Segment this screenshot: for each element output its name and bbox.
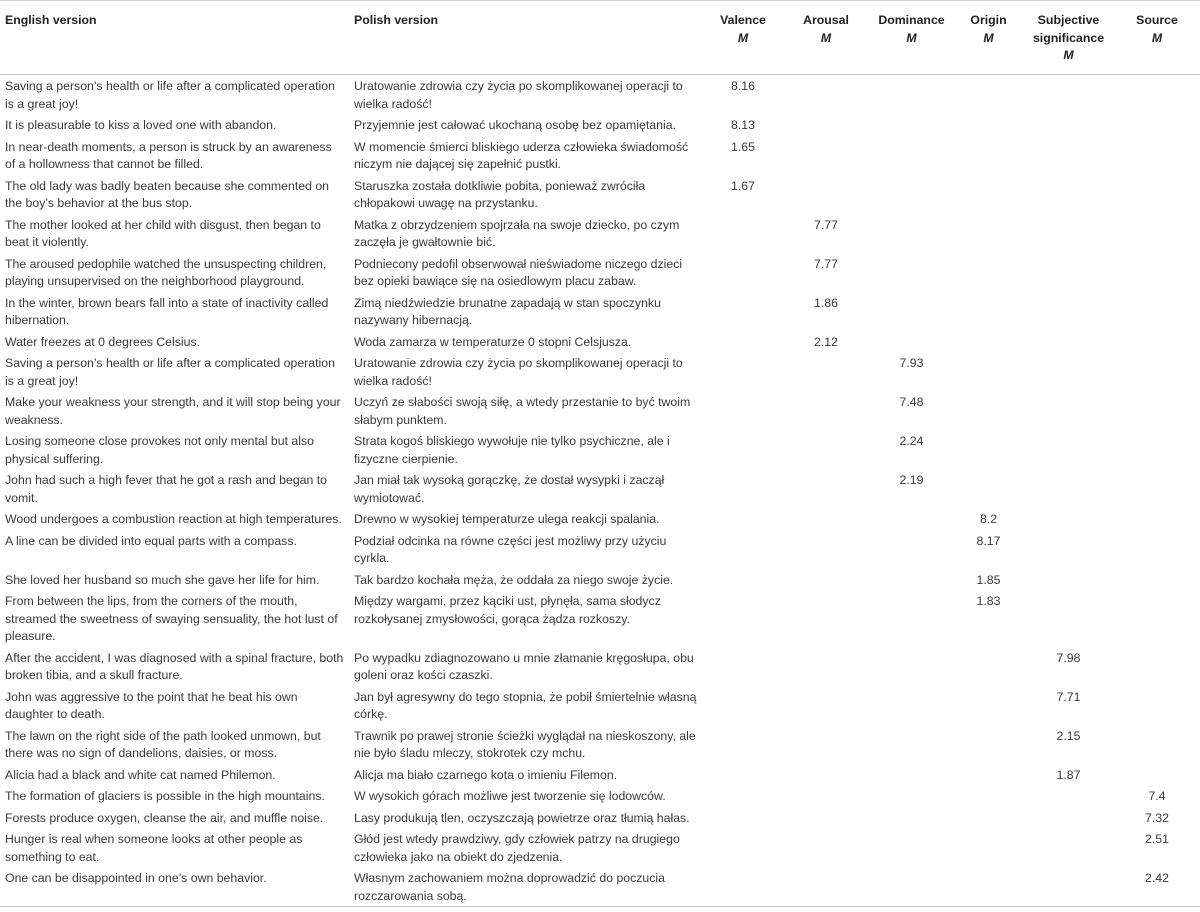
cell-source xyxy=(1114,764,1200,786)
cell-origin xyxy=(954,75,1023,115)
cell-english: She loved her husband so much she gave her life for him. xyxy=(5,572,320,587)
cell-valence xyxy=(703,530,783,569)
cell-english: John had such a high fever that he got a rash and began to vomit. xyxy=(5,473,328,505)
cell-origin xyxy=(954,391,1023,430)
table-row xyxy=(0,508,1200,530)
cell-dominance: 2.24 xyxy=(899,434,924,448)
cell-valence xyxy=(703,569,783,591)
cell-subjective-significance: 7.98 xyxy=(1056,650,1081,665)
cell-valence xyxy=(703,764,783,786)
table-row xyxy=(0,725,1200,764)
cell-english: Losing someone close provokes not only mental but also physical suffering. xyxy=(5,434,314,466)
cell-valence xyxy=(703,590,783,647)
cell-english: Water freezes at 0 degrees Celsius. xyxy=(5,334,201,349)
cell-source xyxy=(1114,352,1200,391)
cell-english: Hunger is real when someone looks at other people as something to eat. xyxy=(5,832,303,864)
cell-subjective-significance xyxy=(1023,292,1114,331)
cell-source xyxy=(1114,292,1200,331)
cell-valence: 1.65 xyxy=(731,139,755,154)
cell-arousal xyxy=(783,508,869,530)
header-dominance xyxy=(869,1,954,75)
cell-subjective-significance xyxy=(1023,331,1114,353)
cell-subjective-significance: 7.71 xyxy=(1056,689,1081,704)
cell-dominance xyxy=(869,828,954,867)
cell-english: Wood undergoes a combustion reaction at high temperatures. xyxy=(5,512,342,526)
header-polish-label: Polish version xyxy=(354,13,439,27)
cell-source xyxy=(1114,253,1200,292)
cell-origin xyxy=(954,469,1023,508)
table-row xyxy=(0,590,1200,647)
cell-arousal xyxy=(783,352,869,391)
cell-source: 2.42 xyxy=(1114,867,1200,907)
cell-english: In near-death moments, a person is struck by an awareness of a hollowness that cannot be filled. xyxy=(5,139,332,171)
cell-valence xyxy=(703,253,783,292)
table-row xyxy=(0,647,1200,686)
header-subjective-significance xyxy=(1023,1,1114,75)
cell-subjective-significance: 1.87 xyxy=(1056,767,1081,782)
cell-source xyxy=(1114,725,1200,764)
cell-origin xyxy=(954,785,1023,807)
cell-arousal xyxy=(783,430,869,469)
table-row xyxy=(0,430,1200,469)
cell-origin xyxy=(954,828,1023,867)
cell-origin xyxy=(954,352,1023,391)
cell-origin xyxy=(954,253,1023,292)
cell-origin xyxy=(954,430,1023,469)
cell-dominance xyxy=(869,764,954,786)
table-row xyxy=(0,391,1200,430)
cell-origin xyxy=(954,214,1023,253)
cell-valence xyxy=(703,331,783,353)
cell-arousal xyxy=(783,828,869,867)
cell-subjective-significance xyxy=(1023,430,1114,469)
cell-english: One can be disappointed in one’s own behavior. xyxy=(0,867,349,907)
cell-subjective-significance xyxy=(1023,136,1114,175)
cell-source: 2.51 xyxy=(1145,832,1169,846)
table-body xyxy=(0,75,1200,907)
cell-valence xyxy=(703,785,783,807)
cell-polish: Alicja ma biało czarnego kota o imieniu Filemon. xyxy=(354,767,618,782)
cell-subjective-significance: 2.15 xyxy=(1056,728,1081,743)
table-row xyxy=(0,867,1200,907)
cell-source xyxy=(1114,430,1200,469)
cell-polish: Między wargami, przez kąciki ust, płynęła, sama słodycz rozkołysanej zmysłowości, gorąca żądza rozkoszy. xyxy=(354,594,661,626)
cell-valence xyxy=(703,430,783,469)
cell-polish: Tak bardzo kochała męża, że oddała za niego swoje życie. xyxy=(354,572,674,587)
table-row xyxy=(0,569,1200,591)
header-english xyxy=(0,1,349,75)
cell-valence xyxy=(703,391,783,430)
cell-origin xyxy=(954,331,1023,353)
cell-arousal xyxy=(783,590,869,647)
cell-dominance xyxy=(869,530,954,569)
cell-polish: Uratowanie zdrowia czy życia po skomplikowanej operacji to wielka radość! xyxy=(354,79,683,111)
cell-polish: Jan miał tak wysoką gorączkę, że dostał wysypki i zaczął wymiotować. xyxy=(354,473,665,505)
cell-polish: Przyjemnie jest całować ukochaną osobę bez opamiętania. xyxy=(354,118,676,132)
header-origin-mean: M xyxy=(983,30,994,45)
cell-source xyxy=(1114,530,1200,569)
cell-subjective-significance xyxy=(1023,175,1114,214)
cell-subjective-significance xyxy=(1023,867,1114,907)
cell-source: 7.4 xyxy=(1148,789,1166,803)
cell-arousal xyxy=(783,75,869,115)
cell-subjective-significance xyxy=(1023,75,1114,115)
cell-arousal xyxy=(783,867,869,907)
cell-origin xyxy=(954,686,1023,725)
cell-origin xyxy=(954,807,1023,829)
cell-english: It is pleasurable to kiss a loved one with abandon. xyxy=(5,118,277,132)
cell-origin xyxy=(954,292,1023,331)
cell-arousal xyxy=(783,469,869,508)
header-subjective-label: Subjective significance xyxy=(1032,13,1105,45)
header-subjective-mean: M xyxy=(1063,48,1074,62)
cell-english: From between the lips, from the corners of the mouth, streamed the sweetness of swaying sensuality, the hot lust of pleasure. xyxy=(5,594,338,643)
cell-dominance xyxy=(869,590,954,647)
cell-polish: W momencie śmierci bliskiego uderza człowieka świadomość niczym nie dającej się zapełnić pustki. xyxy=(354,139,689,171)
cell-arousal xyxy=(783,647,869,686)
cell-subjective-significance xyxy=(1023,569,1114,591)
table-row xyxy=(0,807,1200,829)
cell-english: After the accident, I was diagnosed with a spinal fracture, both broken tibia, and a skull fracture. xyxy=(5,650,344,682)
cell-dominance xyxy=(869,214,954,253)
cell-source xyxy=(1114,114,1200,136)
cell-dominance xyxy=(869,867,954,907)
cell-subjective-significance xyxy=(1023,469,1114,508)
cell-arousal xyxy=(783,807,869,829)
cell-origin xyxy=(954,175,1023,214)
header-origin-label: Origin xyxy=(970,13,1007,27)
cell-polish: Własnym zachowaniem można doprowadzić do poczucia rozczarowania sobą. xyxy=(349,867,703,907)
header-valence xyxy=(703,1,783,75)
table-row xyxy=(0,352,1200,391)
table-row xyxy=(0,828,1200,867)
cell-subjective-significance xyxy=(1023,785,1114,807)
table-row xyxy=(0,175,1200,214)
cell-english: The aroused pedophile watched the unsuspecting children, playing unsupervised on the neighborhood playground. xyxy=(5,256,327,288)
table-row xyxy=(0,686,1200,725)
cell-english: Saving a person’s health or life after a complicated operation is a great joy! xyxy=(5,79,335,111)
cell-source xyxy=(1114,508,1200,530)
table-row xyxy=(0,75,1200,115)
cell-source xyxy=(1114,686,1200,725)
cell-polish: Drewno w wysokiej temperaturze ulega reakcji spalania. xyxy=(354,512,660,526)
table-row xyxy=(0,530,1200,569)
header-arousal xyxy=(783,1,869,75)
cell-subjective-significance xyxy=(1023,352,1114,391)
table-row xyxy=(0,114,1200,136)
cell-polish: Uratowanie zdrowia czy życia po skomplikowanej operacji to wielka radość! xyxy=(354,356,683,388)
header-valence-mean: M xyxy=(737,30,749,45)
cell-dominance xyxy=(869,785,954,807)
cell-arousal: 2.12 xyxy=(814,334,838,349)
cell-polish: Strata kogoś bliskiego wywołuje nie tylko psychiczne, ale i fizyczne cierpienie. xyxy=(354,434,670,466)
header-source-label: Source xyxy=(1136,13,1178,27)
cell-english: A line can be divided into equal parts with a compass. xyxy=(5,533,297,548)
cell-dominance xyxy=(869,114,954,136)
cell-subjective-significance xyxy=(1023,508,1114,530)
header-polish xyxy=(349,1,703,75)
cell-dominance: 7.48 xyxy=(899,395,924,409)
cell-english: The old lady was badly beaten because she commented on the boy’s behavior at the bus stop. xyxy=(5,178,330,210)
header-valence-label: Valence xyxy=(720,13,766,27)
cell-source xyxy=(1114,569,1200,591)
header-english-label: English version xyxy=(5,13,97,27)
cell-dominance xyxy=(869,807,954,829)
cell-polish: Uczyń ze słabości swoją siłę, a wtedy przestanie to być twoim słabym punktem. xyxy=(354,395,691,427)
cell-dominance xyxy=(869,331,954,353)
header-arousal-mean: M xyxy=(820,30,832,45)
cell-dominance xyxy=(869,508,954,530)
cell-source xyxy=(1114,590,1200,647)
cell-dominance: 7.93 xyxy=(899,356,924,370)
cell-english: Forests produce oxygen, cleanse the air, and muffle noise. xyxy=(5,810,324,825)
table-row xyxy=(0,253,1200,292)
cell-polish: Woda zamarza w temperaturze 0 stopni Celsjusza. xyxy=(354,334,632,349)
cell-origin xyxy=(954,867,1023,907)
cell-polish: Głód jest wtedy prawdziwy, gdy człowiek patrzy na drugiego człowieka jako na obiekt do zjedzenia. xyxy=(354,832,680,864)
cell-english: John was aggressive to the point that he beat his own daughter to death. xyxy=(5,689,298,721)
cell-dominance xyxy=(869,647,954,686)
cell-polish: Trawnik po prawej stronie ścieżki wyglądał na nieskoszony, ale nie było śladu mleczy, stokrotek czy mchu. xyxy=(354,728,696,760)
cell-source xyxy=(1114,136,1200,175)
cell-source xyxy=(1114,391,1200,430)
cell-arousal xyxy=(783,530,869,569)
cell-valence xyxy=(703,828,783,867)
cell-polish: Staruszka została dotkliwie pobita, ponieważ zwróciła chłopakowi uwagę na przystanku. xyxy=(354,178,646,210)
cell-valence: 8.16 xyxy=(731,79,755,93)
cell-valence xyxy=(703,469,783,508)
cell-origin xyxy=(954,114,1023,136)
cell-valence: 8.13 xyxy=(731,118,755,132)
cell-origin: 1.83 xyxy=(976,594,1001,608)
cell-polish: Podział odcinka na równe części jest możliwy przy użyciu cyrkla. xyxy=(354,533,667,565)
cell-subjective-significance xyxy=(1023,214,1114,253)
cell-english: Alicia had a black and white cat named Philemon. xyxy=(5,767,276,782)
cell-source xyxy=(1114,331,1200,353)
header-source xyxy=(1114,1,1200,75)
cell-dominance xyxy=(869,725,954,764)
cell-subjective-significance xyxy=(1023,530,1114,569)
cell-arousal xyxy=(783,175,869,214)
cell-dominance xyxy=(869,136,954,175)
cell-dominance xyxy=(869,686,954,725)
cell-valence xyxy=(703,725,783,764)
cell-arousal: 7.77 xyxy=(814,217,838,232)
table-row xyxy=(0,292,1200,331)
cell-source xyxy=(1114,175,1200,214)
cell-arousal xyxy=(783,764,869,786)
cell-arousal xyxy=(783,725,869,764)
cell-origin: 8.17 xyxy=(976,533,1001,548)
cell-valence xyxy=(703,647,783,686)
cell-polish: Matka z obrzydzeniem spojrzała na swoje dziecko, po czym zaczęła je gwałtownie bić. xyxy=(354,217,680,249)
table-row xyxy=(0,136,1200,175)
cell-valence xyxy=(703,214,783,253)
cell-english: The lawn on the right side of the path looked unmown, but there was no sign of dandelions, daisies, or moss. xyxy=(5,728,321,760)
cell-origin xyxy=(954,136,1023,175)
cell-english: The mother looked at her child with disgust, then began to beat it violently. xyxy=(5,217,321,249)
cell-dominance xyxy=(869,75,954,115)
header-dominance-label: Dominance xyxy=(878,13,945,27)
table-row xyxy=(0,785,1200,807)
cell-arousal xyxy=(783,391,869,430)
cell-valence xyxy=(703,352,783,391)
cell-valence xyxy=(703,807,783,829)
cell-dominance xyxy=(869,569,954,591)
cell-polish: Po wypadku zdiagnozowano u mnie złamanie kręgosłupa, obu goleni oraz kości czaszki. xyxy=(354,650,694,682)
cell-origin xyxy=(954,764,1023,786)
cell-origin: 1.85 xyxy=(976,572,1001,587)
table-row xyxy=(0,764,1200,786)
cell-source: 7.32 xyxy=(1145,810,1169,825)
cell-valence: 1.67 xyxy=(731,178,755,193)
cell-subjective-significance xyxy=(1023,114,1114,136)
cell-subjective-significance xyxy=(1023,391,1114,430)
cell-origin: 8.2 xyxy=(979,512,998,526)
table-header xyxy=(0,1,1200,75)
cell-english: Saving a person’s health or life after a complicated operation is a great joy! xyxy=(5,356,335,388)
cell-polish: W wysokich górach możliwe jest tworzenie się lodowców. xyxy=(354,789,666,803)
cell-subjective-significance xyxy=(1023,590,1114,647)
cell-dominance: 2.19 xyxy=(899,473,924,487)
cell-origin xyxy=(954,725,1023,764)
header-dominance-mean: M xyxy=(906,30,917,45)
cell-arousal xyxy=(783,136,869,175)
cell-dominance xyxy=(869,175,954,214)
cell-source xyxy=(1114,469,1200,508)
cell-polish: Zimą niedźwiedzie brunatne zapadają w stan spoczynku nazywany hibernacją. xyxy=(354,295,661,327)
header-arousal-label: Arousal xyxy=(803,13,849,27)
cell-source xyxy=(1114,647,1200,686)
cell-subjective-significance xyxy=(1023,807,1114,829)
table-row xyxy=(0,331,1200,353)
header-row xyxy=(0,1,1200,75)
cell-dominance xyxy=(869,292,954,331)
table-row xyxy=(0,469,1200,508)
cell-valence xyxy=(703,292,783,331)
cell-source xyxy=(1114,214,1200,253)
cell-english: Make your weakness your strength, and it will stop being your weakness. xyxy=(5,395,341,427)
cell-polish: Podniecony pedofil obserwował nieświadome niczego dzieci bez opieki bawiące się na osiedlowym placu zabaw. xyxy=(354,256,683,288)
cell-english: In the winter, brown bears fall into a state of inactivity called hibernation. xyxy=(5,295,329,327)
cell-subjective-significance xyxy=(1023,253,1114,292)
cell-polish: Jan był agresywny do tego stopnia, że pobił śmiertelnie własną córkę. xyxy=(354,689,697,721)
header-source-mean: M xyxy=(1151,30,1163,45)
cell-source xyxy=(1114,75,1200,115)
cell-origin xyxy=(954,647,1023,686)
cell-subjective-significance xyxy=(1023,828,1114,867)
cell-english: The formation of glaciers is possible in the high mountains. xyxy=(5,789,325,803)
cell-polish: Lasy produkują tlen, oczyszczają powietrze oraz tłumią hałas. xyxy=(354,810,690,825)
cell-arousal xyxy=(783,785,869,807)
cell-valence xyxy=(703,508,783,530)
cell-valence xyxy=(703,686,783,725)
cell-arousal xyxy=(783,114,869,136)
cell-arousal xyxy=(783,569,869,591)
table-row xyxy=(0,214,1200,253)
cell-arousal xyxy=(783,686,869,725)
cell-valence xyxy=(703,867,783,907)
header-origin xyxy=(954,1,1023,75)
cell-arousal: 1.86 xyxy=(814,295,838,310)
cell-arousal: 7.77 xyxy=(814,256,838,271)
cell-dominance xyxy=(869,253,954,292)
